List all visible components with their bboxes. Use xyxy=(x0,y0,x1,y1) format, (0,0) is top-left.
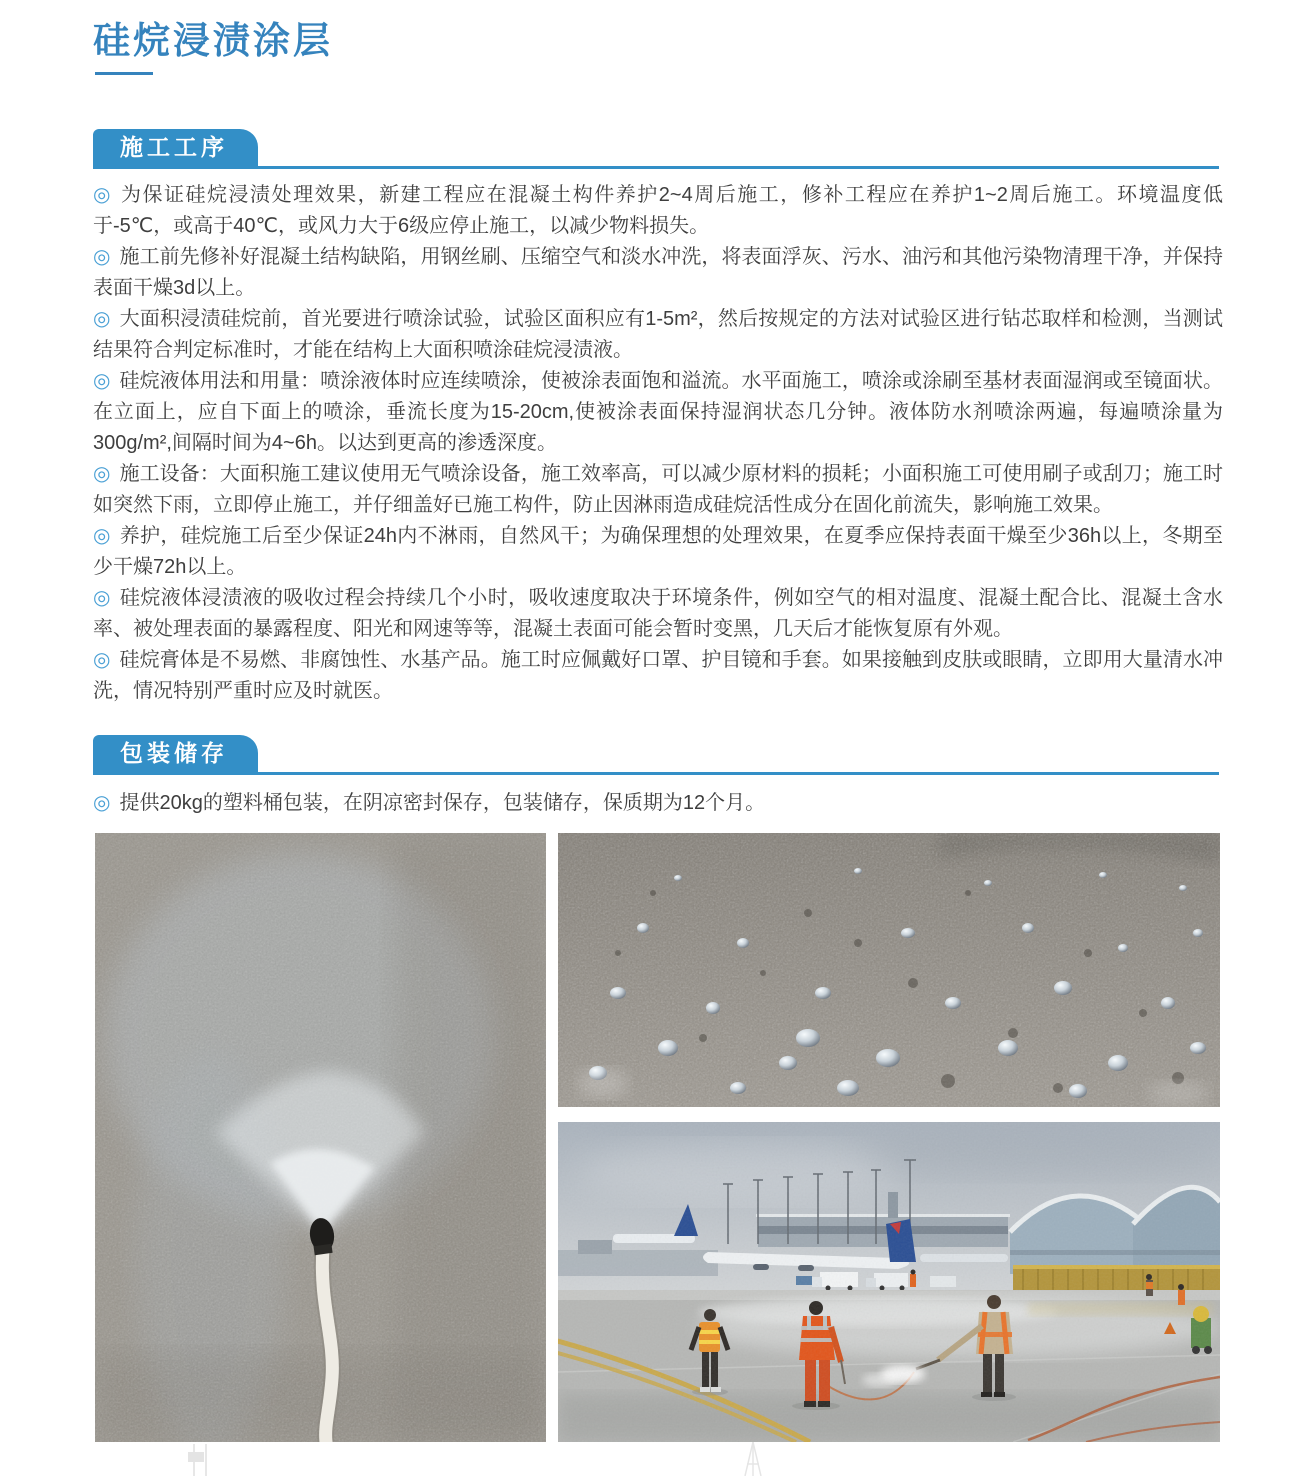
faint-bottom-decoration-left xyxy=(158,1444,250,1476)
bullet-item xyxy=(93,583,1223,645)
bullet-icon: ◎ xyxy=(93,792,111,814)
faint-bottom-decoration-center xyxy=(722,1442,784,1476)
bullet-text: 养护，硅烷施工后至少保证24h内不淋雨，自然风干；为确保理想的处理效果，在夏季应保持表面干燥至少36h以上，冬期至少干燥72h以上。 xyxy=(93,525,1223,578)
bullet-text: 为保证硅烷浸渍处理效果，新建工程应在混凝土构件养护2~4周后施工，修补工程应在养护1~2周后施工。环境温度低于-5℃，或高于40℃，或风力大于6级应停止施工，以减少物料损失。 xyxy=(93,184,1223,237)
spray-application-photo xyxy=(95,833,546,1442)
bullet-icon: ◎ xyxy=(93,587,111,609)
bullet-text: 硅烷膏体是不易燃、非腐蚀性、水基产品。施工时应佩戴好口罩、护目镜和手套。如果接触到皮肤或眼睛，立即用大量清水冲洗，情况特别严重时应及时就医。 xyxy=(93,649,1223,702)
bullet-item xyxy=(93,788,1223,819)
section-heading-storage: 包装储存 xyxy=(93,735,258,772)
bullet-text: 提供20kg的塑料桶包装，在阴凉密封保存，包装储存，保质期为12个月。 xyxy=(119,792,766,814)
bullet-icon: ◎ xyxy=(93,649,111,671)
bullet-icon: ◎ xyxy=(93,246,111,268)
bullet-text: 施工前先修补好混凝土结构缺陷，用钢丝刷、压缩空气和淡水冲洗，将表面浮灰、污水、油污和其他污染物清理干净，并保持表面干燥3d以上。 xyxy=(93,246,1223,299)
bullet-item xyxy=(93,645,1223,707)
bullet-icon: ◎ xyxy=(93,370,111,392)
bullet-item xyxy=(93,459,1223,521)
water-beading-photo xyxy=(558,833,1220,1107)
bullet-item xyxy=(93,242,1223,304)
section-rule xyxy=(93,772,1219,775)
bullet-icon: ◎ xyxy=(93,525,111,547)
bullet-icon: ◎ xyxy=(93,184,112,206)
storage-bullet-list xyxy=(93,788,1223,828)
bullet-text: 施工设备：大面积施工建议使用无气喷涂设备，施工效率高，可以减少原材料的损耗；小面积施工可使用刷子或刮刀；施工时如突然下雨，立即停止施工，并仔细盖好已施工构件，防止因淋雨造成硅烷活性成分在固化前流失，影响施工效果。 xyxy=(93,463,1223,516)
bullet-item xyxy=(93,521,1223,583)
title-underline xyxy=(95,72,153,75)
bullet-text: 硅烷液体浸渍液的吸收过程会持续几个小时，吸收速度取决于环境条件，例如空气的相对温度、混凝土配合比、混凝土含水率、被处理表面的暴露程度、阳光和网速等等，混凝土表面可能会暂时变黑，几天后才能恢复原有外观。 xyxy=(93,587,1223,640)
bullet-icon: ◎ xyxy=(93,308,111,330)
page-title: 硅烷浸渍涂层 xyxy=(93,20,333,61)
bullet-item xyxy=(93,366,1223,459)
section-rule xyxy=(93,166,1219,169)
bullet-item xyxy=(93,180,1223,242)
procedure-bullet-list xyxy=(93,180,1223,736)
section-heading-procedure: 施工工序 xyxy=(93,129,258,166)
bullet-text: 大面积浸渍硅烷前，首光要进行喷涂试验，试验区面积应有1-5m²，然后按规定的方法对试验区进行钻芯取样和检测，当测试结果符合判定标准时，才能在结构上大面积喷涂硅烷浸渍液。 xyxy=(93,308,1223,361)
airport-apron-photo xyxy=(558,1122,1220,1442)
bullet-item xyxy=(93,304,1223,366)
bullet-icon: ◎ xyxy=(93,463,111,485)
bullet-text: 硅烷液体用法和用量：喷涂液体时应连续喷涂，使被涂表面饱和溢流。水平面施工，喷涂或涂刷至基材表面湿润或至镜面状。在立面上，应自下面上的喷涂，垂流长度为15-20cm,使被涂表面保持湿润状态几分钟。液体防水剂喷涂两遍，每遍喷涂量为300g/m²,间隔时间为4~6h。以达到更高的渗透深度。 xyxy=(93,370,1223,454)
